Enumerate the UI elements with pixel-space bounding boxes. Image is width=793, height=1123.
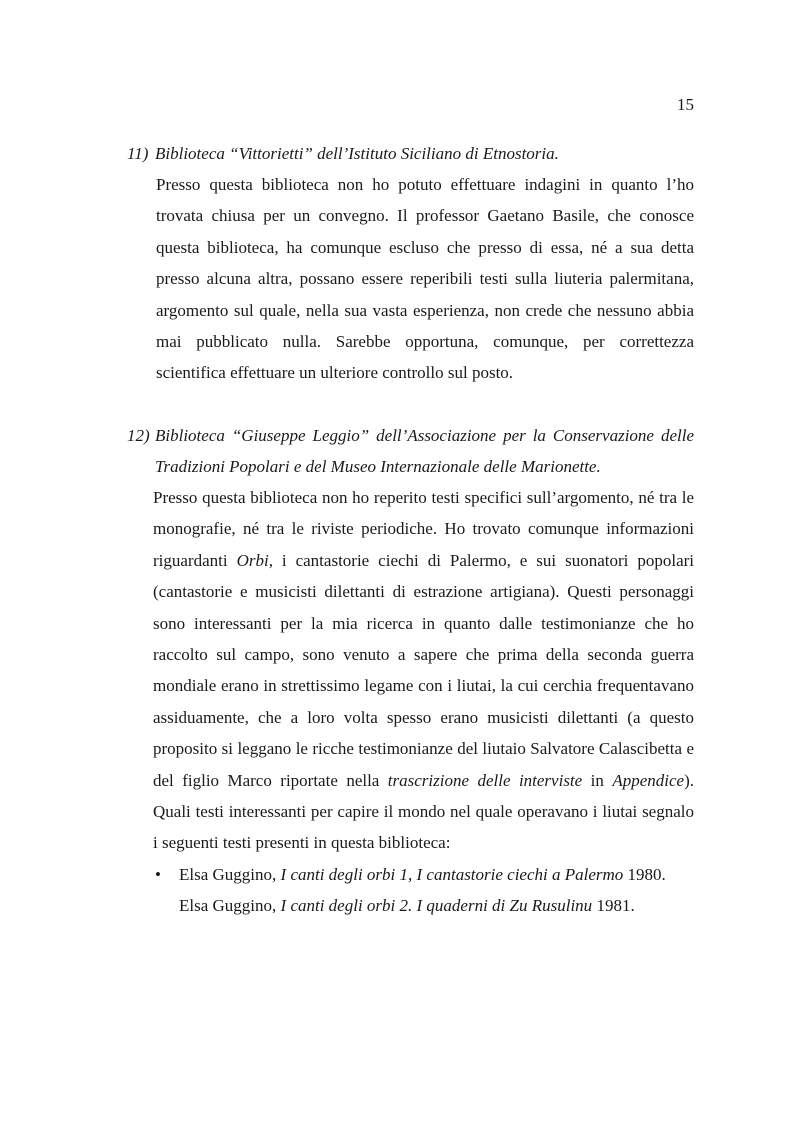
section-number: 12) [127,426,150,445]
section-body: Presso questa biblioteca non ho potuto effettuare indagini in quanto l’ho trovata chiusa per un convegno. Il professor Gaetano Basile, che conosce questa biblioteca, ha comunque escluso che presso di essa, né a sua detta presso alcuna altra, possano essere reperibili testi sulla liuteria palermitana, argomento sul quale, nella sua vasta esperienza, non crede che nessuno abbia mai pubblicato nulla. Sarebbe opportuna, comunque, per correttezza scientifica effettuare un ulteriore controllo sul posto. [156,175,694,383]
section-title: Biblioteca “Giuseppe Leggio” dell’Associazione per la Conservazione delle Tradizioni Popolari e del Museo Internazionale delle Marionette. [155,426,694,476]
page-number: 15 [677,95,694,114]
bibliography-list [127,859,694,922]
section-number: 11) [127,144,149,163]
section-11 [127,138,694,389]
reference-year: 1980. [623,864,666,884]
body-text-part: ). Quali testi interessanti per capire il mondo nel quale operavano i liutai segnalo i seguenti testi presenti in questa biblioteca: [153,770,694,853]
list-item [153,890,694,921]
body-text-part: in [582,770,613,790]
reference-title: I canti degli orbi 2. I quaderni di Zu Rusulinu [280,896,593,916]
section-12 [127,420,694,922]
body-emphasis: Orbi [236,550,269,570]
body-text-part: , i cantastorie ciechi di Palermo, e sui suonatori popolari (cantastorie e musicisti dilettanti di estrazione artigiana). Questi personaggi sono interessanti per la mia ricerca in quanto dalle testimonianze che ho raccolto sul campo, sono venuto a sapere che prima della seconda guerra mondiale erano in strettissimo legame con i liutai, la cui cerchia frequentavano assiduamente, che a loro volta spesso erano musicisti dilettanti (a questo proposito si leggano le ricche testimonianze del liutaio Salvatore Calascibetta e del figlio Marco riportate nella [153,550,694,790]
list-item [153,859,694,890]
section-heading [127,420,694,482]
section-title: Biblioteca “Vittorietti” dell’Istituto Siciliano di Etnostoria. [155,144,559,163]
bullet-icon: • [155,864,161,884]
body-emphasis: trascrizione delle interviste [387,770,583,790]
body-text-part: Presso questa biblioteca non ho reperito testi specifici sull’argomento, né tra le monografie, né tra le riviste periodiche. Ho trovato comunque informazioni riguardanti [153,488,694,570]
reference-title: I canti degli orbi 1, I cantastorie ciechi a Palermo [280,864,624,884]
reference-author: Elsa Guggino, [179,896,281,916]
body-emphasis: Appendice [612,770,685,790]
reference-author: Elsa Guggino, [179,864,281,884]
section-heading [127,138,694,169]
reference-year: 1981. [592,896,635,916]
section-body [127,482,694,859]
